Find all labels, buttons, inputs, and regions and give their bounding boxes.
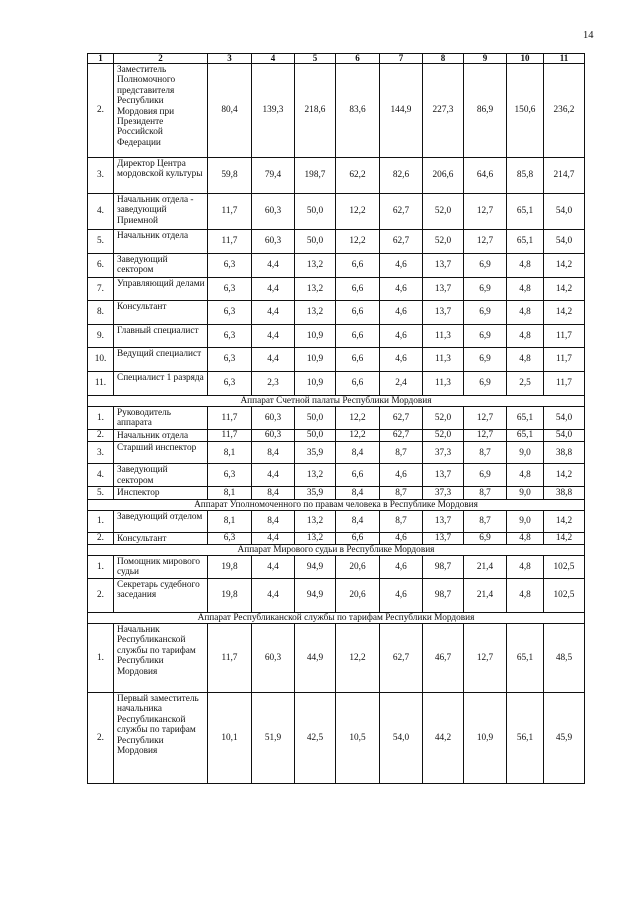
value-cell: 4,8 [507,325,544,348]
row-number: 10. [88,348,114,372]
value-cell: 4,6 [380,532,423,544]
header-cell: 9 [464,54,507,64]
value-cell: 35,9 [295,487,336,499]
value-cell: 9,0 [507,442,544,464]
value-cell: 4,4 [252,325,295,348]
value-cell: 50,0 [295,407,336,430]
value-cell: 44,2 [423,693,464,784]
value-cell: 4,4 [252,579,295,613]
value-cell: 6,9 [464,325,507,348]
value-cell: 60,3 [252,194,295,230]
value-cell: 6,3 [208,254,252,278]
value-cell: 52,0 [423,194,464,230]
value-cell: 19,8 [208,579,252,613]
position-name: Директор Центра мордовской культуры [114,158,208,194]
row-number: 2. [88,64,114,158]
value-cell: 6,6 [336,532,380,544]
row-number: 3. [88,158,114,194]
value-cell: 52,0 [423,230,464,254]
header-cell: 10 [507,54,544,64]
value-cell: 8,7 [380,487,423,499]
value-cell: 42,5 [295,693,336,784]
value-cell: 11,7 [544,348,585,372]
table-row [88,510,585,532]
table-row [88,579,585,613]
value-cell: 4,8 [507,464,544,487]
value-cell: 6,9 [464,532,507,544]
value-cell: 12,2 [336,194,380,230]
row-number: 1. [88,624,114,693]
section-title: Аппарат Мирового судьи в Республике Мордовия [88,545,585,556]
value-cell: 144,9 [380,64,423,158]
table-row [88,348,585,372]
value-cell: 4,8 [507,278,544,301]
position-name: Инспектор [114,487,208,499]
position-name: Заведующий сектором [114,464,208,487]
value-cell: 8,4 [252,487,295,499]
value-cell: 4,4 [252,348,295,372]
value-cell: 50,0 [295,230,336,254]
value-cell: 9,0 [507,487,544,499]
position-name: Старший инспектор [114,442,208,464]
row-number: 4. [88,464,114,487]
value-cell: 35,9 [295,442,336,464]
value-cell: 51,9 [252,693,295,784]
row-number: 1. [88,407,114,430]
table-row [88,624,585,693]
value-cell: 80,4 [208,64,252,158]
header-cell: 1 [88,54,114,64]
value-cell: 65,1 [507,407,544,430]
value-cell: 82,6 [380,158,423,194]
value-cell: 13,2 [295,464,336,487]
value-cell: 56,1 [507,693,544,784]
value-cell: 4,8 [507,556,544,579]
section-title: Аппарат Уполномоченного по правам человека в Республике Мордовия [88,499,585,510]
position-name: Консультант [114,532,208,544]
table-row [88,429,585,441]
value-cell: 12,2 [336,624,380,693]
position-name: Секретарь судебного заседания [114,579,208,613]
value-cell: 60,3 [252,407,295,430]
value-cell: 62,2 [336,158,380,194]
row-number: 4. [88,194,114,230]
value-cell: 21,4 [464,556,507,579]
value-cell: 6,6 [336,464,380,487]
value-cell: 11,3 [423,372,464,396]
value-cell: 2,5 [507,372,544,396]
value-cell: 6,3 [208,372,252,396]
value-cell: 6,3 [208,278,252,301]
value-cell: 50,0 [295,194,336,230]
value-cell: 6,3 [208,301,252,325]
value-cell: 50,0 [295,429,336,441]
table-row [88,325,585,348]
value-cell: 12,7 [464,194,507,230]
value-cell: 6,9 [464,464,507,487]
value-cell: 45,9 [544,693,585,784]
value-cell: 4,4 [252,532,295,544]
value-cell: 14,2 [544,510,585,532]
position-name: Ведущий специалист [114,348,208,372]
value-cell: 6,3 [208,325,252,348]
value-cell: 12,2 [336,429,380,441]
value-cell: 6,3 [208,348,252,372]
value-cell: 4,6 [380,325,423,348]
value-cell: 83,6 [336,64,380,158]
value-cell: 54,0 [380,693,423,784]
value-cell: 10,1 [208,693,252,784]
value-cell: 6,9 [464,348,507,372]
value-cell: 54,0 [544,194,585,230]
value-cell: 14,2 [544,278,585,301]
position-name: Управляющий делами [114,278,208,301]
value-cell: 11,7 [544,372,585,396]
value-cell: 10,9 [295,348,336,372]
value-cell: 10,5 [336,693,380,784]
row-number: 1. [88,510,114,532]
value-cell: 13,2 [295,278,336,301]
value-cell: 8,7 [380,510,423,532]
value-cell: 20,6 [336,556,380,579]
value-cell: 44,9 [295,624,336,693]
value-cell: 236,2 [544,64,585,158]
value-cell: 11,7 [208,624,252,693]
section-row [88,499,585,510]
table-row [88,442,585,464]
value-cell: 6,3 [208,532,252,544]
value-cell: 8,4 [336,442,380,464]
value-cell: 13,7 [423,532,464,544]
value-cell: 8,1 [208,487,252,499]
position-name: Заместитель Полномочного представителя Республики Мордовия при Президенте Российской Федерации [114,64,208,158]
header-cell: 7 [380,54,423,64]
value-cell: 20,6 [336,579,380,613]
position-name: Начальник отдела - заведующий Приемной [114,194,208,230]
value-cell: 8,1 [208,510,252,532]
value-cell: 11,7 [544,325,585,348]
value-cell: 214,7 [544,158,585,194]
value-cell: 4,4 [252,278,295,301]
value-cell: 62,7 [380,194,423,230]
value-cell: 8,7 [464,510,507,532]
section-row [88,545,585,556]
value-cell: 8,7 [464,487,507,499]
value-cell: 4,6 [380,278,423,301]
value-cell: 150,6 [507,64,544,158]
value-cell: 11,3 [423,348,464,372]
row-number: 11. [88,372,114,396]
value-cell: 8,4 [252,442,295,464]
value-cell: 4,8 [507,348,544,372]
row-number: 6. [88,254,114,278]
value-cell: 12,2 [336,230,380,254]
header-cell: 3 [208,54,252,64]
value-cell: 65,1 [507,194,544,230]
value-cell: 14,2 [544,532,585,544]
value-cell: 11,3 [423,325,464,348]
header-cell: 6 [336,54,380,64]
table-row [88,464,585,487]
value-cell: 4,8 [507,301,544,325]
value-cell: 218,6 [295,64,336,158]
value-cell: 6,6 [336,254,380,278]
row-number: 2. [88,579,114,613]
value-cell: 37,3 [423,487,464,499]
value-cell: 4,6 [380,556,423,579]
table-row [88,407,585,430]
table-row [88,254,585,278]
value-cell: 4,4 [252,301,295,325]
value-cell: 6,3 [208,464,252,487]
value-cell: 10,9 [295,372,336,396]
position-name: Помощник мирового судьи [114,556,208,579]
table-body [88,54,585,784]
value-cell: 8,4 [336,510,380,532]
value-cell: 198,7 [295,158,336,194]
value-cell: 8,4 [336,487,380,499]
row-number: 2. [88,429,114,441]
value-cell: 21,4 [464,579,507,613]
value-cell: 4,8 [507,254,544,278]
position-name: Заведующий сектором [114,254,208,278]
table-row [88,372,585,396]
value-cell: 13,2 [295,532,336,544]
value-cell: 8,7 [380,442,423,464]
value-cell: 38,8 [544,442,585,464]
value-cell: 13,2 [295,301,336,325]
value-cell: 4,4 [252,254,295,278]
header-cell: 2 [114,54,208,64]
value-cell: 102,5 [544,579,585,613]
position-name: Специалист 1 разряда [114,372,208,396]
value-cell: 12,7 [464,429,507,441]
value-cell: 86,9 [464,64,507,158]
value-cell: 52,0 [423,429,464,441]
table-row [88,278,585,301]
value-cell: 4,6 [380,348,423,372]
value-cell: 54,0 [544,230,585,254]
value-cell: 139,3 [252,64,295,158]
value-cell: 60,3 [252,624,295,693]
section-row [88,613,585,624]
section-title: Аппарат Республиканской службы по тарифам Республики Мордовия [88,613,585,624]
value-cell: 11,7 [208,429,252,441]
value-cell: 206,6 [423,158,464,194]
value-cell: 13,2 [295,510,336,532]
position-name: Начальник отдела [114,230,208,254]
value-cell: 60,3 [252,230,295,254]
row-number: 5. [88,230,114,254]
table-row [88,693,585,784]
value-cell: 85,8 [507,158,544,194]
value-cell: 37,3 [423,442,464,464]
value-cell: 13,7 [423,464,464,487]
value-cell: 11,7 [208,407,252,430]
value-cell: 62,7 [380,230,423,254]
header-cell: 11 [544,54,585,64]
table-row [88,64,585,158]
row-number: 7. [88,278,114,301]
value-cell: 6,6 [336,348,380,372]
value-cell: 54,0 [544,407,585,430]
value-cell: 227,3 [423,64,464,158]
value-cell: 8,4 [252,510,295,532]
value-cell: 54,0 [544,429,585,441]
row-number: 5. [88,487,114,499]
salary-table [87,53,585,784]
table-row [88,301,585,325]
table-row [88,230,585,254]
table-row [88,158,585,194]
value-cell: 8,1 [208,442,252,464]
value-cell: 6,6 [336,372,380,396]
value-cell: 65,1 [507,624,544,693]
section-row [88,396,585,407]
value-cell: 13,7 [423,254,464,278]
value-cell: 6,6 [336,278,380,301]
value-cell: 14,2 [544,254,585,278]
value-cell: 10,9 [464,693,507,784]
value-cell: 65,1 [507,230,544,254]
value-cell: 62,7 [380,407,423,430]
value-cell: 13,2 [295,254,336,278]
value-cell: 4,6 [380,464,423,487]
value-cell: 98,7 [423,556,464,579]
value-cell: 6,6 [336,325,380,348]
position-name: Начальник Республиканской службы по тарифам Республики Мордовия [114,624,208,693]
row-number: 1. [88,556,114,579]
position-name: Консультант [114,301,208,325]
header-cell: 5 [295,54,336,64]
value-cell: 6,9 [464,372,507,396]
value-cell: 4,8 [507,579,544,613]
position-name: Первый заместитель начальника Республиканской службы по тарифам Республики Мордовия [114,693,208,784]
value-cell: 6,9 [464,278,507,301]
value-cell: 14,2 [544,464,585,487]
value-cell: 19,8 [208,556,252,579]
value-cell: 12,2 [336,407,380,430]
value-cell: 12,7 [464,407,507,430]
header-row [88,54,585,64]
value-cell: 64,6 [464,158,507,194]
value-cell: 4,6 [380,254,423,278]
table-row [88,556,585,579]
row-number: 8. [88,301,114,325]
value-cell: 98,7 [423,579,464,613]
value-cell: 4,4 [252,464,295,487]
value-cell: 12,7 [464,230,507,254]
value-cell: 102,5 [544,556,585,579]
header-cell: 8 [423,54,464,64]
value-cell: 11,7 [208,230,252,254]
header-cell: 4 [252,54,295,64]
row-number: 2. [88,532,114,544]
value-cell: 13,7 [423,301,464,325]
value-cell: 6,6 [336,301,380,325]
value-cell: 65,1 [507,429,544,441]
table-row [88,487,585,499]
value-cell: 62,7 [380,429,423,441]
value-cell: 62,7 [380,624,423,693]
value-cell: 60,3 [252,429,295,441]
value-cell: 2,3 [252,372,295,396]
value-cell: 4,6 [380,301,423,325]
value-cell: 94,9 [295,579,336,613]
value-cell: 94,9 [295,556,336,579]
value-cell: 14,2 [544,301,585,325]
table-row [88,194,585,230]
value-cell: 13,7 [423,278,464,301]
value-cell: 4,4 [252,556,295,579]
value-cell: 46,7 [423,624,464,693]
table-row [88,532,585,544]
value-cell: 79,4 [252,158,295,194]
value-cell: 12,7 [464,624,507,693]
page-number: 14 [583,30,594,41]
position-name: Начальник отдела [114,429,208,441]
section-title: Аппарат Счетной палаты Республики Мордовия [88,396,585,407]
value-cell: 9,0 [507,510,544,532]
position-name: Руководитель аппарата [114,407,208,430]
value-cell: 59,8 [208,158,252,194]
value-cell: 48,5 [544,624,585,693]
value-cell: 2,4 [380,372,423,396]
position-name: Заведующий отделом [114,510,208,532]
row-number: 2. [88,693,114,784]
position-name: Главный специалист [114,325,208,348]
value-cell: 13,7 [423,510,464,532]
value-cell: 4,6 [380,579,423,613]
value-cell: 11,7 [208,194,252,230]
value-cell: 38,8 [544,487,585,499]
value-cell: 8,7 [464,442,507,464]
row-number: 9. [88,325,114,348]
row-number: 3. [88,442,114,464]
value-cell: 52,0 [423,407,464,430]
value-cell: 6,9 [464,254,507,278]
value-cell: 6,9 [464,301,507,325]
value-cell: 10,9 [295,325,336,348]
value-cell: 4,8 [507,532,544,544]
